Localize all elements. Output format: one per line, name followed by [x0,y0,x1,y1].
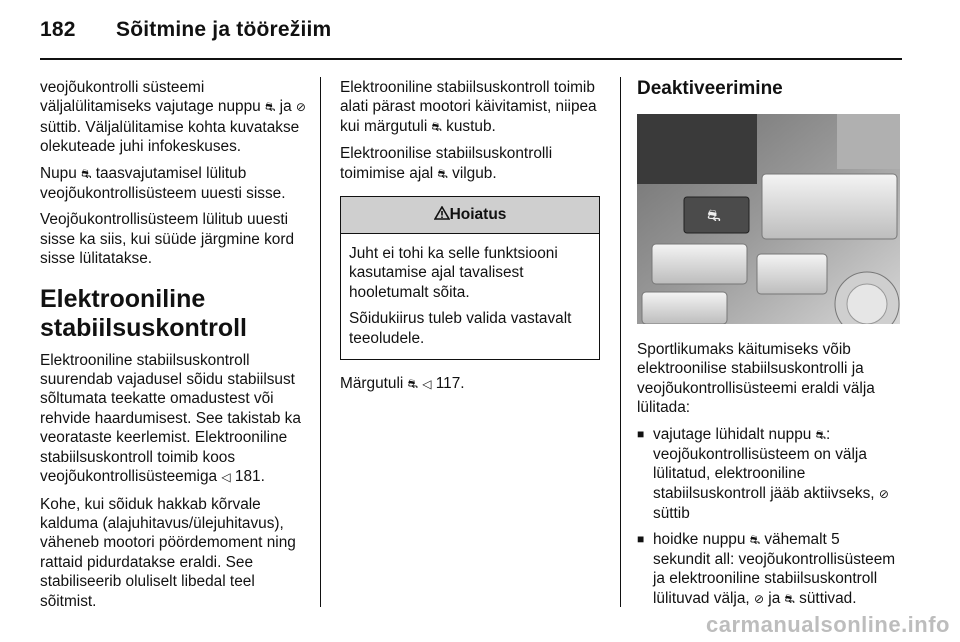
paragraph [340,78,605,137]
esc-icon: ⛐ [265,100,276,115]
paragraph [340,144,605,184]
text: ja [275,98,296,116]
text: taasvajutamisel lülitub veojõukontrollisüsteem uuesti sisse. [40,164,286,203]
text: Elektrooniline stabiilsuskontroll toimib alati pärast mootori käivitamist, niipea kui märgutuli [340,79,597,135]
paragraph [40,351,308,488]
esc-icon: ⛐ [437,166,448,181]
text: ja [764,589,785,607]
esc-icon: ⛐ [749,532,761,547]
text: kustub. [441,117,496,135]
esc-icon: ⛐ [407,377,418,392]
watermark: carmanualsonline.info [706,612,950,637]
paragraph: Juht ei tohi ka selle funktsiooni kasutamise ajal tavalisest hooletumalt sõita. [349,245,558,301]
esc-icon: ⛐ [81,166,92,181]
paragraph [40,78,308,157]
esc-icon: ⛐ [431,119,442,134]
paragraph: Sõidukiirus tuleb valida vastavalt teeoludele. [349,310,572,347]
paragraph [340,374,605,394]
reference-arrow-icon: ◁ [422,377,432,392]
text: Elektroonilise stabiilsuskontrolli toimimise ajal [340,145,553,182]
column-divider [320,77,321,607]
paragraph [40,164,308,204]
list-item [637,530,901,610]
instruction-list [637,425,901,610]
text: Elektrooniline stabiilsuskontroll suurendab vajadusel sõidu stabiilsust sõltumata teekatte omadustest või rehvide haardumisest. See takistab ka veorataste keerlemist. Elektrooniline stabiilsuskontroll toimib koos veojõukontrollisüsteemiga [40,351,301,486]
text: süttib [653,505,690,523]
column-middle [340,78,605,401]
header-rule [40,58,902,60]
text: : veojõukontrollisüsteem on välja lülitatud, elektrooniline stabiilsuskontroll jääb aktiivseks, [653,425,879,502]
text: hoidke nuppu [653,530,750,548]
esc-off-icon: ⛐ [784,591,795,606]
dashboard-button-photo [637,114,900,324]
text: vajutage lühidalt nuppu [653,425,816,443]
page-number: 182 [40,18,76,41]
page-header [40,18,331,42]
warning-triangle-icon [434,206,450,220]
page-reference[interactable]: 117. [435,375,465,393]
warning-header [341,197,599,234]
paragraph: Veojõukontrollisüsteem lülitub uuesti sisse ka siis, kui süüde järgmine kord sisse lülitatakse. [40,211,295,268]
reference-arrow-icon: ◁ [221,470,231,485]
text: vilgub. [447,164,497,182]
warning-body [341,234,599,359]
tc-off-icon: ⊘ [878,486,889,501]
column-divider [620,77,621,607]
tc-off-icon: ⊘ [753,591,765,606]
text: vähemalt 5 sekundit all: veojõukontrollisüsteem ja elektrooniline stabiilsuskontroll lülituvad välja, [653,530,896,607]
text: Nupu [40,164,82,182]
text: veojõukontrolli süsteemi väljalülitamiseks vajutage nuppu [40,79,266,116]
text: süttib. Väljalülitamise kohta kuvatakse olekuteade juhi infokeskuses. [40,118,300,156]
column-right [637,78,901,615]
svg-text:⛐: ⛐ [707,206,721,225]
paragraph: Kohe, kui sõiduk hakkab kõrvale kalduma (alajuhitavus/ülejuhitavus), väheneb mootori pöördemoment ning rattaid pidurdatakse eraldi. See stabiliseerib oluliselt libedal teel sõitmist. [40,495,296,610]
section-heading: Deaktiveerimine [637,78,783,99]
tc-off-icon: ⊘ [295,100,306,115]
section-heading: Elektrooniline stabiilsuskontroll [40,284,247,342]
warning-box [340,196,600,360]
paragraph: Sportlikumaks käitumiseks võib elektroonilise stabiilsuskontrolli ja veojõukontrollisüsteemi eraldi välja lülitada: [637,341,875,417]
text: süttivad. [794,589,857,607]
warning-title: Hoiatus [449,206,507,224]
esc-icon: ⛐ [815,427,826,442]
page-reference[interactable]: 181. [234,468,265,486]
page-title: Sõitmine ja töörežiim [116,18,332,41]
column-left [40,78,308,618]
list-item [637,425,901,524]
text: Märgutuli [340,375,408,393]
